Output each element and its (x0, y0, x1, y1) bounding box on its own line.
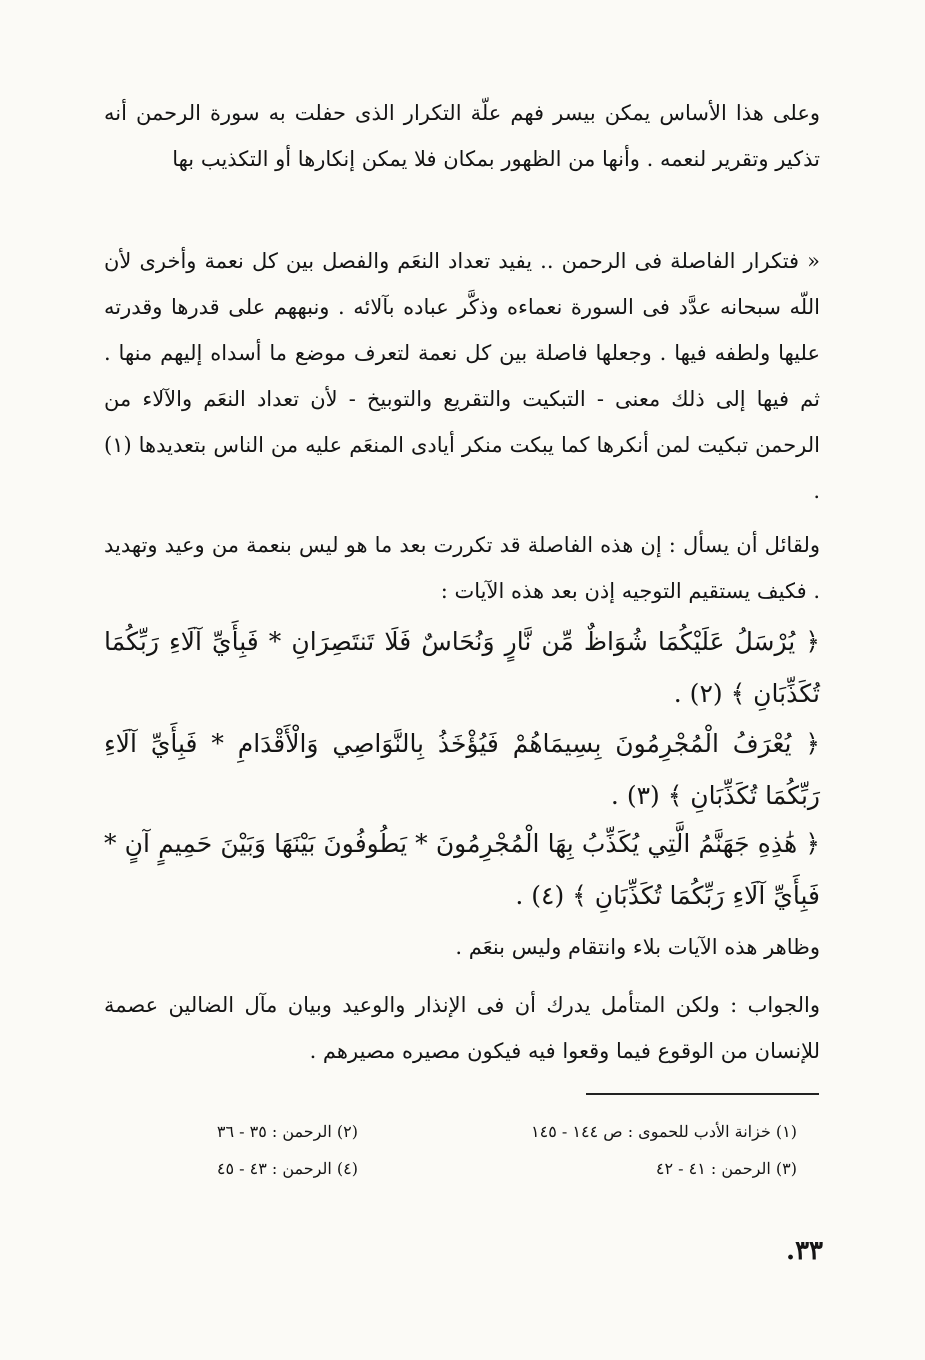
quran-verse-1: ﴿ يُرْسَلُ عَلَيْكُمَا شُوَاظٌ مِّن نَّارٍ وَنُحَاسٌ فَلَا تَنتَصِرَانِ * فَبِأَيِّ آلَاءِ رَبِّكُمَا تُكَذِّبَانِ ﴾ (٢) . (104, 627, 820, 708)
footnote-separator (586, 1093, 819, 1095)
footnote-1: (١) خزانة الأدب للحموى : ص ١٤٤ - ١٤٥ (531, 1122, 797, 1141)
footnote-4: (٤) الرحمن : ٤٣ - ٤٥ (216, 1159, 358, 1178)
quran-verse-2: ﴿ يُعْرَفُ الْمُجْرِمُونَ بِسِيمَاهُمْ فَيُؤْخَذُ بِالنَّوَاصِي وَالْأَقْدَامِ * فَبِأَيِّ آلَاءِ رَبِّكُمَا تُكَذِّبَانِ ﴾ (٣) . (104, 729, 820, 810)
paragraph-quotation: « فتكرار الفاصلة فى الرحمن .. يفيد تعداد النعَم والفصل بين كل نعمة وأخرى لأن اللّه سبحانه عدَّد فى السورة نعماءه وذكَّر عباده بآلائه . ونبههم على قدرها وقدرته عليها ولطفه فيها . وجعلها فاصلة بين كل نعمة لتعرف موضع ما أسداه إليهم منها . ثم فيها إلى ذلك معنى - التبكيت والتقريع والتوبيخ - لأن تعداد النعَم والآلاء من الرحمن تبكيت لمن أنكرها كما يبكت منكر أيادى المنعَم عليه من الناس بتعديدها (١) . (104, 249, 820, 503)
paragraph-intro: وعلى هذا الأساس يمكن بيسر فهم علّة التكرار الذى حفلت به سورة الرحمن أنه تذكير وتقرير لنعمه . وأنها من الظهور بمكان فلا يمكن إنكارها أو التكذيب بها (104, 101, 820, 171)
quran-verse-3: ﴿ هَٰذِهِ جَهَنَّمُ الَّتِي يُكَذِّبُ بِهَا الْمُجْرِمُونَ * يَطُوفُونَ بَيْنَهَا وَبَيْنَ حَمِيمٍ آنٍ * فَبِأَيِّ آلَاءِ رَبِّكُمَا تُكَذِّبَانِ ﴾ (٤) . (104, 829, 820, 910)
paragraph-observation: وظاهر هذه الآيات بلاء وانتقام وليس بنعَم . (455, 935, 820, 959)
footnote-3: (٣) الرحمن : ٤١ - ٤٢ (655, 1159, 797, 1178)
footnote-2: (٢) الرحمن : ٣٥ - ٣٦ (216, 1122, 358, 1141)
page-number: ٣٣. (786, 1236, 823, 1266)
paragraph-answer: والجواب : ولكن المتأمل يدرك أن فى الإنذار والوعيد وبيان مآل الضالين عصمة للإنسان من الوقوع فيما وقعوا فيه فيكون مصيره مصيرهم . (104, 993, 820, 1063)
paragraph-question: ولقائل أن يسأل : إن هذه الفاصلة قد تكررت بعد ما هو ليس بنعمة من وعيد وتهديد . فكيف يستقيم التوجيه إذن بعد هذه الآيات : (104, 533, 820, 603)
